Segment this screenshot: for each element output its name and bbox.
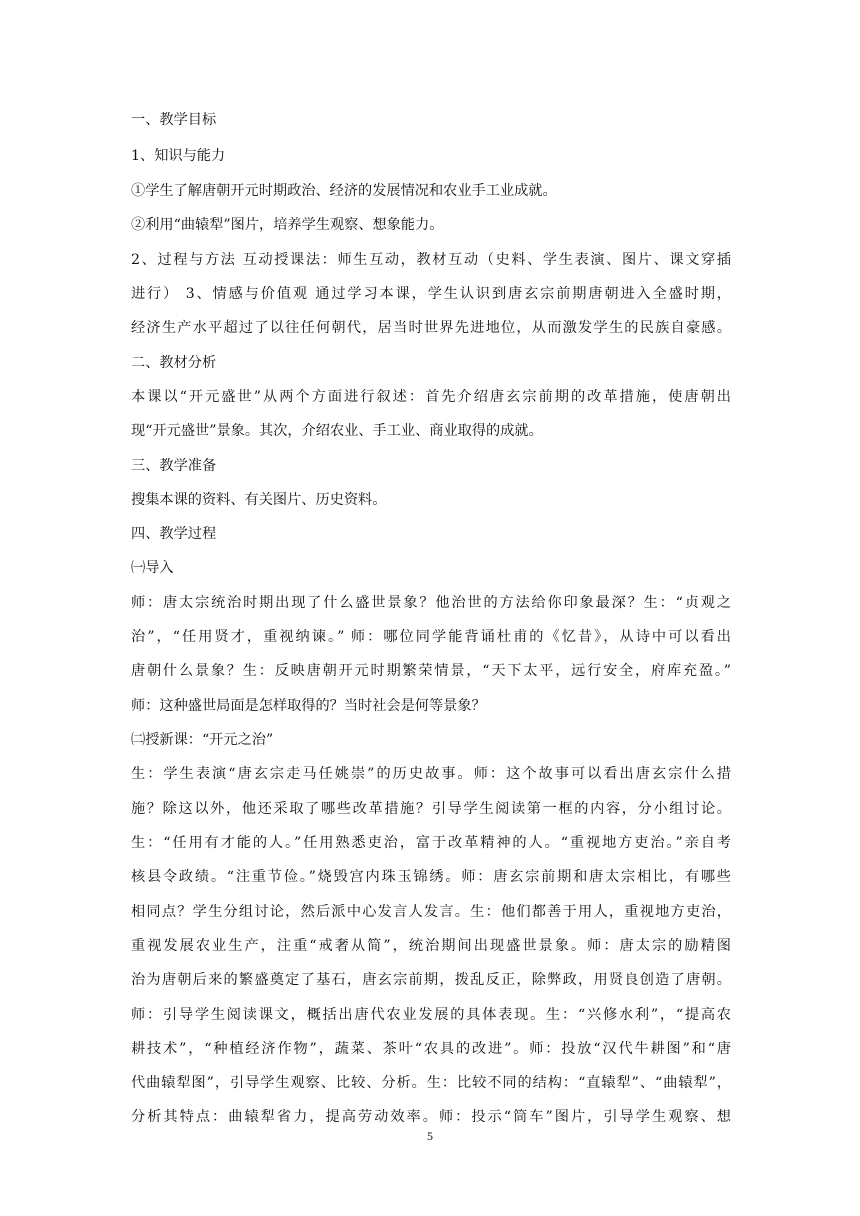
text-line: 生：学生表演“唐玄宗走马任姚崇”的历史故事。师：这个故事可以看出唐玄宗什么措 — [131, 766, 731, 782]
text-line: 重视发展农业生产，注重“戒奢从简”，统治期间出现盛世景象。师：唐太宗的励精图 — [131, 938, 731, 954]
text-line: 施？除这以外，他还采取了哪些改革措施？引导学生阅读第一框的内容，分小组讨论。 — [131, 801, 731, 817]
text-line: 本课以“开元盛世”从两个方面进行叙述：首先介绍唐玄宗前期的改革措施，使唐朝出 — [131, 389, 731, 405]
heading-teaching-process: 四、教学过程 — [131, 526, 217, 542]
text-line: 经济生产水平超过了以往任何朝代，居当时世界先进地位，从而激发学生的民族自豪感。 — [131, 320, 731, 336]
text-line: 耕技术”，“种植经济作物”，蔬菜、茶叶“农具的改进”。师：投放“汉代牛耕图”和“唐 — [131, 1041, 731, 1057]
text-line: 生：“任用有才能的人。”任用熟悉吏治，富于改革精神的人。“重视地方吏治。”亲自考 — [131, 835, 731, 851]
text-line: 2、过程与方法 互动授课法：师生互动，教材互动（史料、学生表演、图片、课文穿插 — [131, 252, 731, 268]
text-line: 现“开元盛世”景象。其次，介绍农业、手工业、商业取得的成就。 — [131, 423, 543, 439]
heading-material-analysis: 二、教材分析 — [131, 355, 217, 371]
text-line: ②利用“曲辕犁”图片，培养学生观察、想象能力。 — [131, 217, 444, 233]
text-line: 师：这种盛世局面是怎样取得的？当时社会是何等景象？ — [131, 698, 486, 714]
subheading-new-lesson: ㈡授新课：“开元之治” — [131, 732, 274, 748]
text-line: 代曲辕犁图”，引导学生观察、比较、分析。生：比较不同的结构：“直辕犁”、“曲辕犁”， — [131, 1075, 731, 1091]
text-line: 进行） 3、情感与价值观 通过学习本课，学生认识到唐玄宗前期唐朝进入全盛时期， — [131, 286, 731, 302]
text-line: 师：唐太宗统治时期出现了什么盛世景象？他治世的方法给你印象最深？生：“贞观之 — [131, 595, 731, 611]
heading-teaching-goals: 一、教学目标 — [131, 112, 217, 128]
text-line: ①学生了解唐朝开元时期政治、经济的发展情况和农业手工业成就。 — [131, 183, 557, 199]
text-line: 相同点？学生分组讨论，然后派中心发言人发言。生：他们都善于用人，重视地方吏治， — [131, 904, 731, 920]
text-line: 治为唐朝后来的繁盛奠定了基石，唐玄宗前期，拨乱反正，除弊政，用贤良创造了唐朝。 — [131, 972, 731, 988]
text-line: 唐朝什么景象？生：反映唐朝开元时期繁荣情景，“天下太平，远行安全，府库充盈。” — [131, 663, 731, 679]
page-number: 5 — [427, 1129, 433, 1143]
text-line: 治”，“任用贤才，重视纳谏。” 师：哪位同学能背诵杜甫的《忆昔》，从诗中可以看出 — [131, 629, 731, 645]
text-line: 核县令政绩。“注重节俭。”烧毁宫内珠玉锦绣。师：唐玄宗前期和唐太宗相比，有哪些 — [131, 869, 731, 885]
text-line: 分析其特点：曲辕犁省力，提高劳动效率。师：投示“筒车”图片，引导学生观察、想 — [131, 1109, 731, 1125]
subheading-introduction: ㈠导入 — [131, 560, 174, 576]
heading-teaching-preparation: 三、教学准备 — [131, 458, 217, 474]
subheading-knowledge-ability: 1、知识与能力 — [131, 148, 226, 164]
text-line: 搜集本课的资料、有关图片、历史资料。 — [131, 492, 387, 508]
text-line: 师：引导学生阅读课文，概括出唐代农业发展的具体表现。生：“兴修水利”，“提高农 — [131, 1007, 731, 1023]
